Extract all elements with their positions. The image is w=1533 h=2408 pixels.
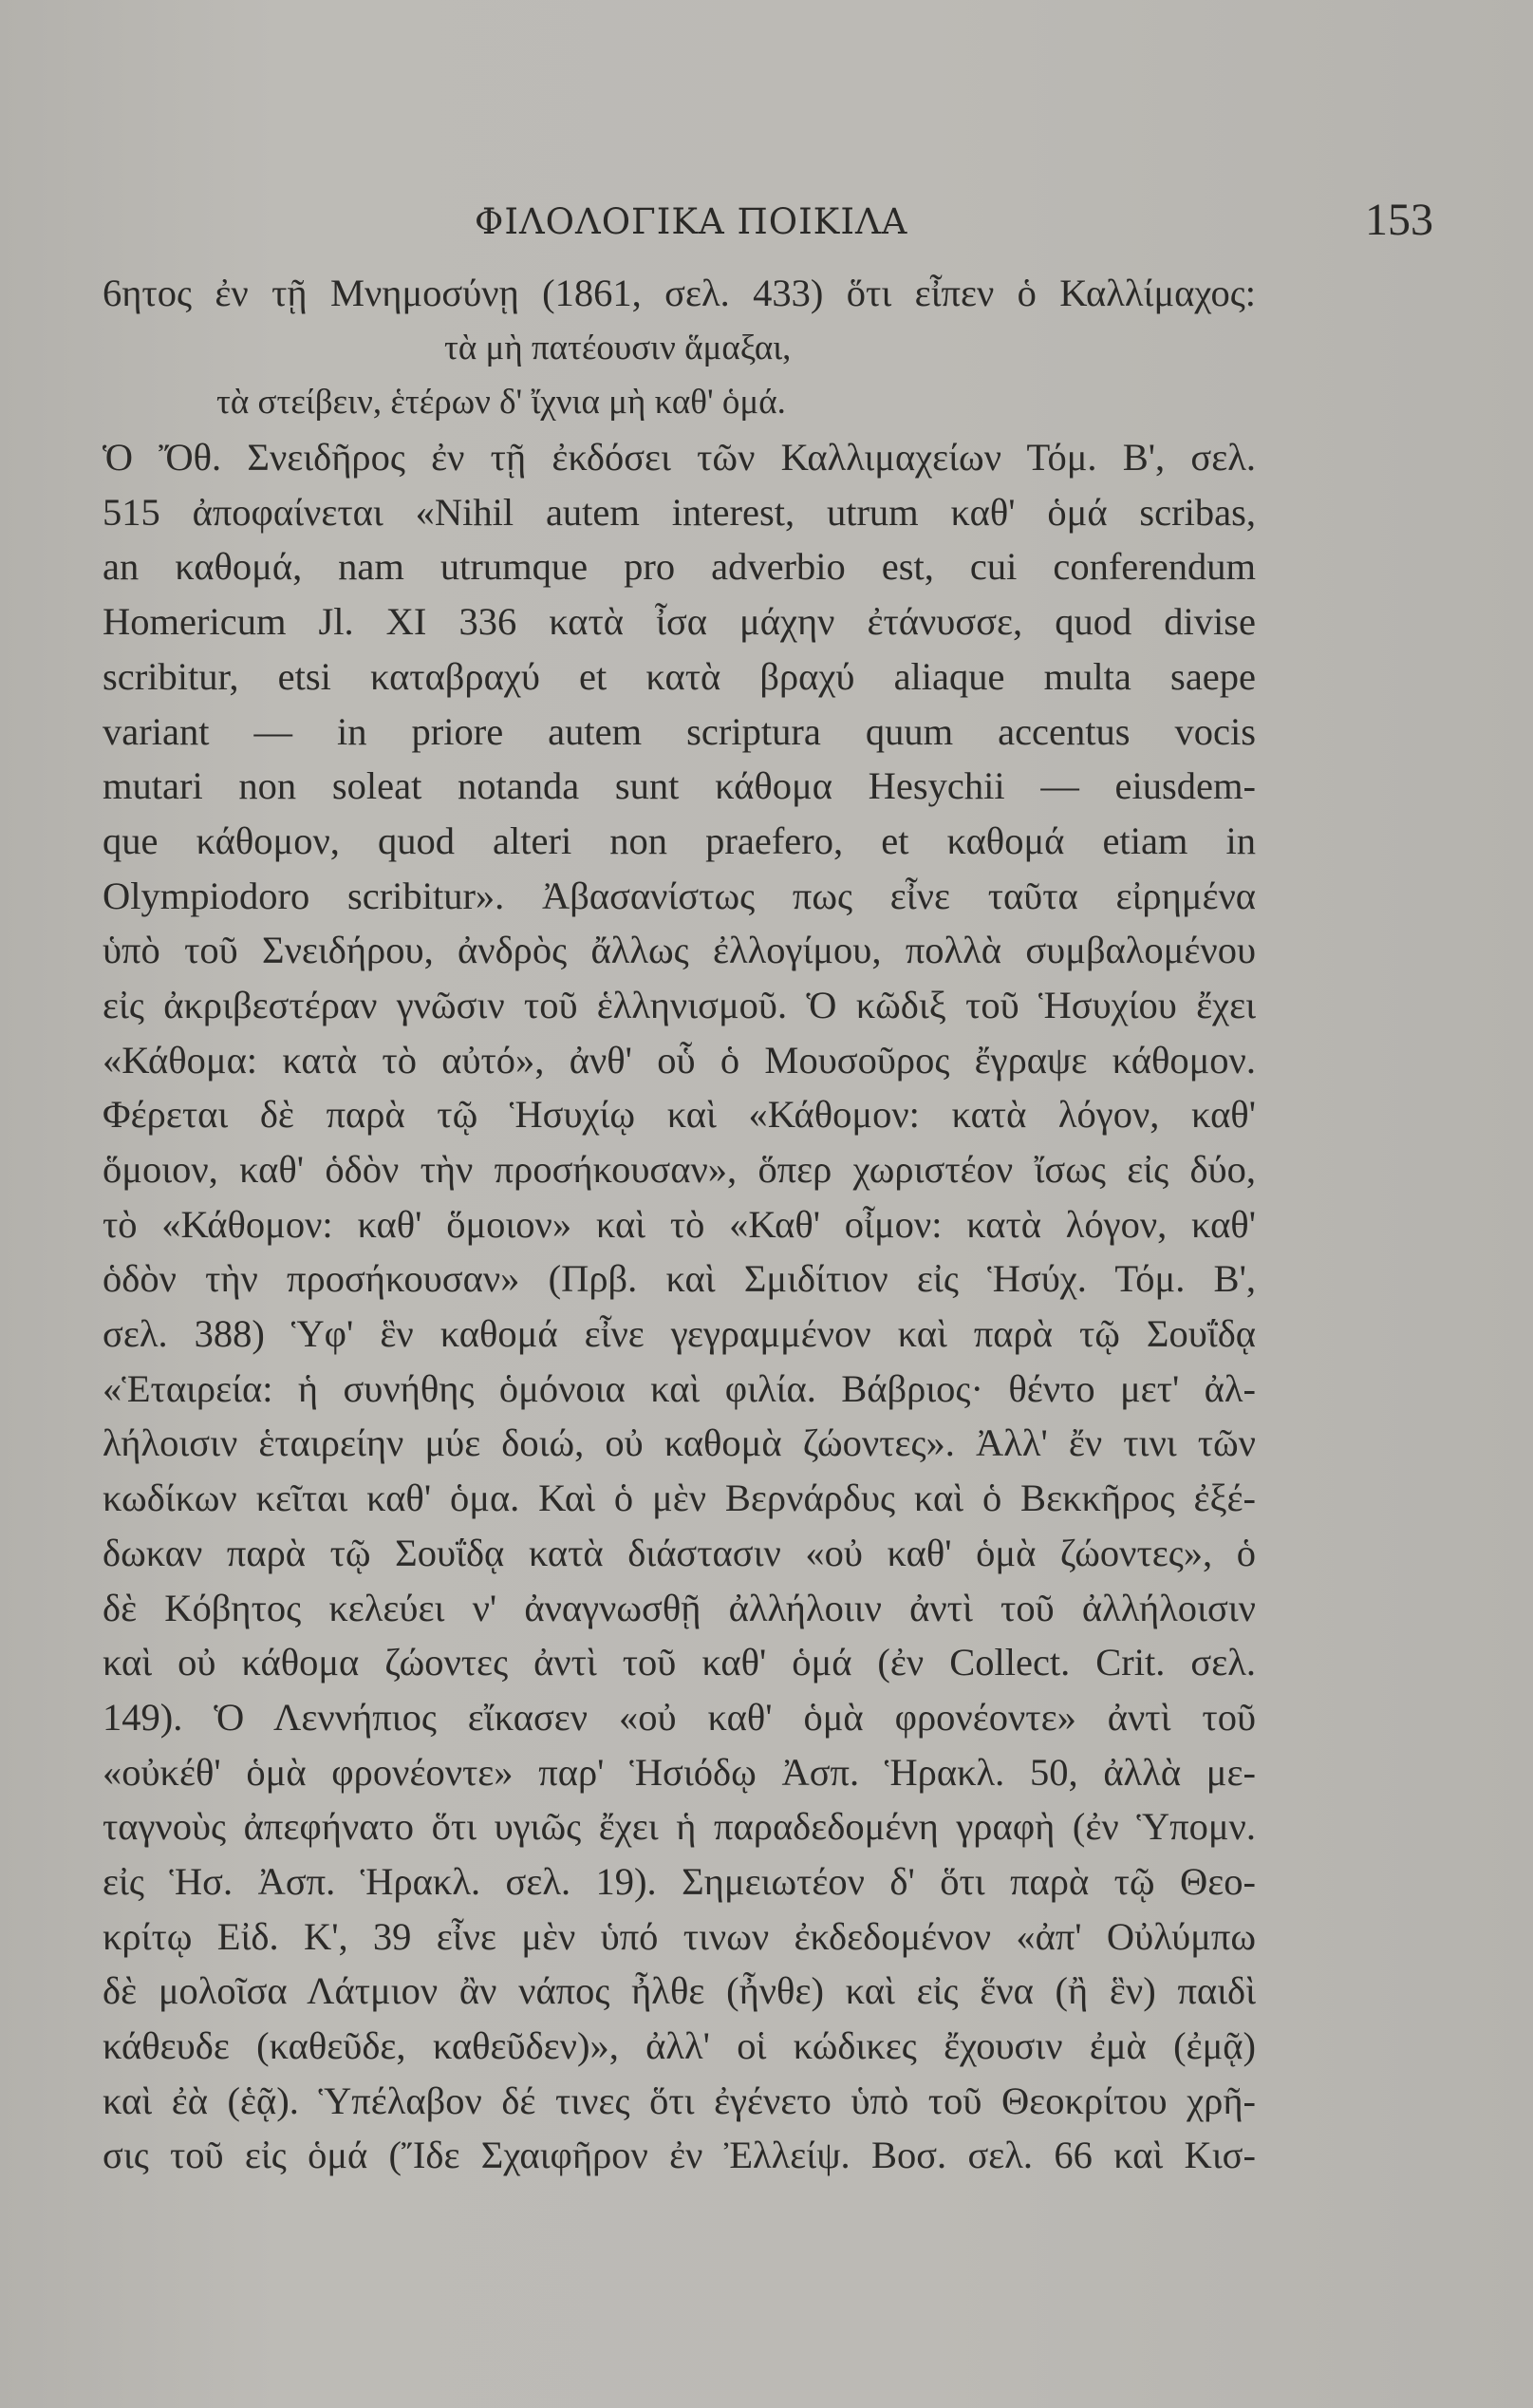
text-line: 149). Ὁ Λεννήπιος εἴκασεν «οὐ καθ' ὁμὰ φρονέοντε» ἀντὶ τοῦ	[103, 1695, 1256, 1739]
text-line: κωδίκων κεῖται καθ' ὁμα. Καὶ ὁ μὲν Βερνάρδυς καὶ ὁ Βεκκῆρος ἐξέ-	[103, 1477, 1256, 1520]
text-line: τὸ «Κάθομον: καθ' ὅμοιον» καὶ τὸ «Καθ' οἶμον: κατὰ λόγον, καθ'	[103, 1202, 1256, 1246]
text-line: ὑπὸ τοῦ Σνειδήρου, ἀνδρὸς ἄλλως ἐλλογίμου, πολλὰ συμβαλομένου	[103, 929, 1256, 972]
text-line: «Κάθομα: κατὰ τὸ αὐτό», ἀνθ' οὗ ὁ Μουσοῦρος ἔγραψε κάθομον.	[103, 1038, 1256, 1082]
text-line: λήλοισιν ἑταιρείην μύε δοιώ, οὐ καθομὰ ζώοντες». Ἀλλ' ἔν τινι τῶν	[103, 1421, 1256, 1465]
page-number: 153	[1365, 195, 1433, 245]
text-line: mutari non soleat notanda sunt κάθομα Hesychii — eiusdem-	[103, 764, 1256, 808]
text-line: ὁδὸν τὴν προσήκουσαν» (Πρβ. καὶ Σμιδίτιον εἰς Ἡσύχ. Τόμ. Β',	[103, 1257, 1256, 1301]
text-line: καὶ ἐὰ (ἑᾷ). Ὑπέλαβον δέ τινες ὅτι ἐγένετο ὑπὸ τοῦ Θεοκρίτου χρῆ-	[103, 2079, 1256, 2122]
text-line: Φέρεται δὲ παρὰ τῷ Ἡσυχίῳ καὶ «Κάθομον: κατὰ λόγον, καθ'	[103, 1093, 1256, 1137]
text-line: «Ἑταιρεία: ἡ συνήθης ὁμόνοια καὶ φιλία. Βάβριος· θέντο μετ' ἀλ-	[103, 1366, 1256, 1410]
text-line: εἰς ἀκριβεστέραν γνῶσιν τοῦ ἑλληνισμοῦ. Ὁ κῶδιξ τοῦ Ἡσυχίου ἔχει	[103, 983, 1256, 1026]
text-line: σις τοῦ εἰς ὁμά (Ἴδε Σχαιφῆρον ἐν Ἐλλείψ. Βοσ. σελ. 66 καὶ Κισ-	[103, 2134, 1256, 2177]
text-line: δωκαν παρὰ τῷ Σουΐδᾳ κατὰ διάστασιν «οὐ καθ' ὁμὰ ζώοντες», ὁ	[103, 1531, 1256, 1574]
text-line: κάθευδε (καθεῦδε, καθεῦδεν)», ἀλλ' οἱ κώδικες ἔχουσιν ἐμὰ (ἐμᾷ)	[103, 2024, 1256, 2067]
text-line: Olympiodoro scribitur». Ἀβασανίστως πως εἶνε ταῦτα εἰρημένα	[103, 874, 1256, 917]
text-line: que κάθομον, quod alteri non praefero, et καθομά etiam in	[103, 818, 1256, 862]
text-line: 6ητος ἐν τῇ Μνημοσύνῃ (1861, σελ. 433) ὅτι εἶπεν ὁ Καλλίμαχος:	[103, 272, 1256, 314]
text-line: εἰς Ἡσ. Ἀσπ. Ἡρακλ. σελ. 19). Σημειωτέον δ' ὅτι παρὰ τῷ Θεο-	[103, 1859, 1256, 1903]
text-line: Ὁ Ὄθ. Σνειδῆρος ἐν τῇ ἐκδόσει τῶν Καλλιμαχείων Τόμ. Β', σελ.	[103, 436, 1256, 480]
verse-line: τὰ στείβειν, ἑτέρων δ' ἴχνια μὴ καθ' ὁμά.	[216, 383, 786, 423]
text-line: Homericum Jl. XI 336 κατὰ ἶσα μάχην ἐτάνυσσε, quod divise	[103, 600, 1256, 644]
text-line: scribitur, etsi καταβραχύ et κατὰ βραχύ aliaque multa saepe	[103, 654, 1256, 698]
text-line: δὲ Κόβητος κελεύει ν' ἀναγνωσθῇ ἀλλήλοιιν ἀντὶ τοῦ ἀλλήλοισιν	[103, 1586, 1256, 1629]
running-title: ΦΙΛΟΛΟΓΙΚΑ ΠΟΙΚΙΛΑ	[475, 201, 908, 242]
page-header	[475, 194, 1433, 251]
text-line: δὲ μολοῖσα Λάτμιον ἂν νάπος ἦλθε (ἦνθε) καὶ εἰς ἕνα (ἢ ἓν) παιδὶ	[103, 1969, 1256, 2013]
text-line: σελ. 388) Ὑφ' ἓν καθομά εἶνε γεγραμμένον καὶ παρὰ τῷ Σουΐδᾳ	[103, 1312, 1256, 1356]
text-line: ταγνοὺς ἀπεφήνατο ὅτι υγιῶς ἔχει ἡ παραδεδομένη γραφὴ (ἐν Ὑπομν.	[103, 1805, 1256, 1849]
text-line: variant — in priore autem scriptura quum accentus vocis	[103, 709, 1256, 753]
text-line: an καθομά, nam utrumque pro adverbio est, cui conferendum	[103, 545, 1256, 589]
body-text	[103, 266, 1256, 2183]
text-line: κρίτῳ Εἰδ. Κ', 39 εἶνε μὲν ὑπό τινων ἐκδεδομένον «ἀπ' Οὐλύμπω	[103, 1914, 1256, 1958]
verse-line: τὰ μὴ πατέουσιν ἅμαξαι,	[444, 328, 792, 367]
text-line: «οὐκέθ' ὁμὰ φρονέοντε» παρ' Ἡσιόδῳ Ἀσπ. Ἡρακλ. 50, ἀλλὰ με-	[103, 1750, 1256, 1794]
text-line: ὅμοιον, καθ' ὁδὸν τὴν προσήκουσαν», ὅπερ χωριστέον ἴσως εἰς δύο,	[103, 1148, 1256, 1191]
text-line: καὶ οὐ κάθομα ζώοντες ἀντὶ τοῦ καθ' ὁμά (ἐν Collect. Crit. σελ.	[103, 1641, 1256, 1684]
text-line: 515 ἀποφαίνεται «Nihil autem interest, utrum καθ' ὁμά scribas,	[103, 490, 1256, 534]
